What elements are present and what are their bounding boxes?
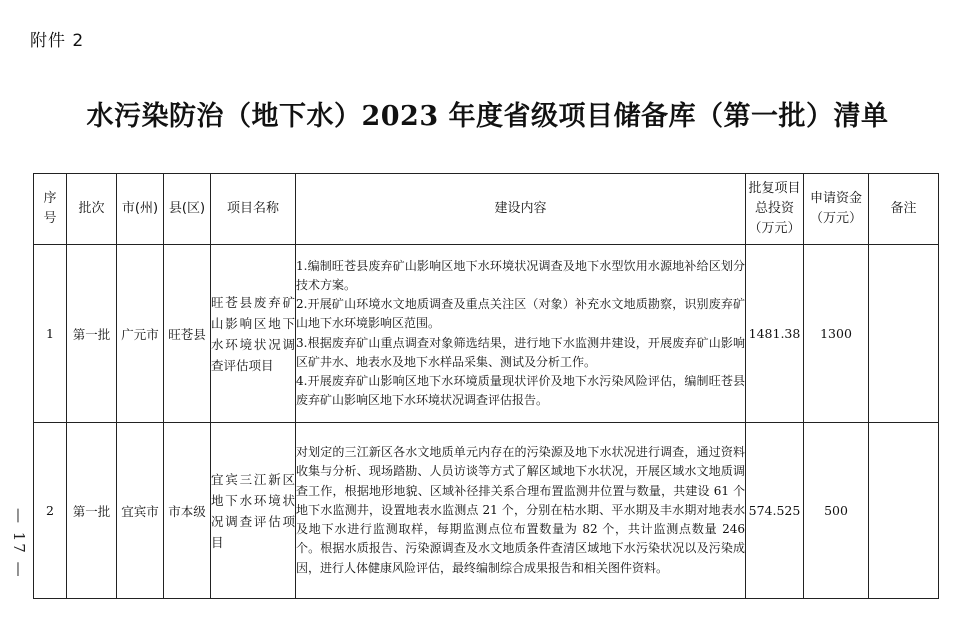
content-item: 3.根据废弃矿山重点调查对象筛选结果，进行地下水监测井建设，开展废弃矿山影响区矿井水、地表水及地下水样品采集、测试及分析工作。 [296,335,745,369]
header-total-investment: 批复项目总投资（万元） [746,174,804,245]
cell-city: 广元市 [117,245,164,423]
cell-seq: 1 [34,245,67,423]
header-project-name: 项目名称 [211,174,296,245]
cell-county: 旺苍县 [164,245,211,423]
content-item: 4.开展废弃矿山影响区地下水环境质量现状评价及地下水污染风险评估，编制旺苍县废弃矿山影响区地下水环境状况调查评估报告。 [296,373,745,408]
document-title: 水污染防治（地下水）2023 年度省级项目储备库（第一批）清单 [86,101,889,132]
cell-content [296,245,746,423]
header-content: 建设内容 [296,174,746,245]
cell-batch: 第一批 [67,245,117,423]
cell-batch: 第一批 [67,423,117,599]
table-header-row [34,174,939,245]
cell-seq: 2 [34,423,67,599]
content-item: 1.编制旺苍县废弃矿山影响区地下水环境状况调查及地下水型饮用水源地补给区划分技术方案。 [296,258,745,292]
cell-project-name: 旺苍县废弃矿山影响区地下水环境状况调查评估项目 [211,245,296,423]
header-city: 市(州) [117,174,164,245]
cell-county: 市本级 [164,423,211,599]
header-remarks: 备注 [869,174,939,245]
cell-total-investment: 574.525 [746,423,804,599]
cell-total-investment: 1481.38 [746,245,804,423]
cell-requested-funds: 1300 [804,245,869,423]
header-requested-funds: 申请资金（万元） [804,174,869,245]
cell-city: 宜宾市 [117,423,164,599]
table-row [34,423,939,599]
page-number: — 17 — [10,508,28,579]
cell-project-name: 宜宾三江新区地下水环境状况调查评估项目 [211,423,296,599]
table-row [34,245,939,423]
header-batch: 批次 [67,174,117,245]
attachment-label: 附件 2 [30,31,85,51]
cell-content [296,423,746,599]
header-seq: 序号 [34,174,67,245]
header-county: 县(区) [164,174,211,245]
cell-remarks [869,245,939,423]
cell-requested-funds: 500 [804,423,869,599]
content-item: 对划定的三江新区各水文地质单元内存在的污染源及地下水状况进行调查，通过资料收集与分析、现场踏勘、人员访谈等方式了解区域地下水状况，开展区域水文地质调查工作，根据地形地貌、区域补径排关系合理布置监测井位置与数量，共建设 61 个地下水监测井，设置地表水监测点 21 个，分别在枯水期、平水期及丰水期对地表水及地下水进行监测取样，每期监测点位布置数量为 82 个，共计监测点数量 246 个。根据水质报告、污染源调查及水文地质条件查清区域地下水污染状况以及污染成因，进行人体健康风险评估，最终编制综合成果报告和相关图件资料。 [296,445,745,575]
project-table [33,173,939,599]
content-item: 2.开展矿山环境水文地质调查及重点关注区（对象）补充水文地质勘察，识别废弃矿山地下水环境影响区范围。 [296,297,745,331]
cell-remarks [869,423,939,599]
